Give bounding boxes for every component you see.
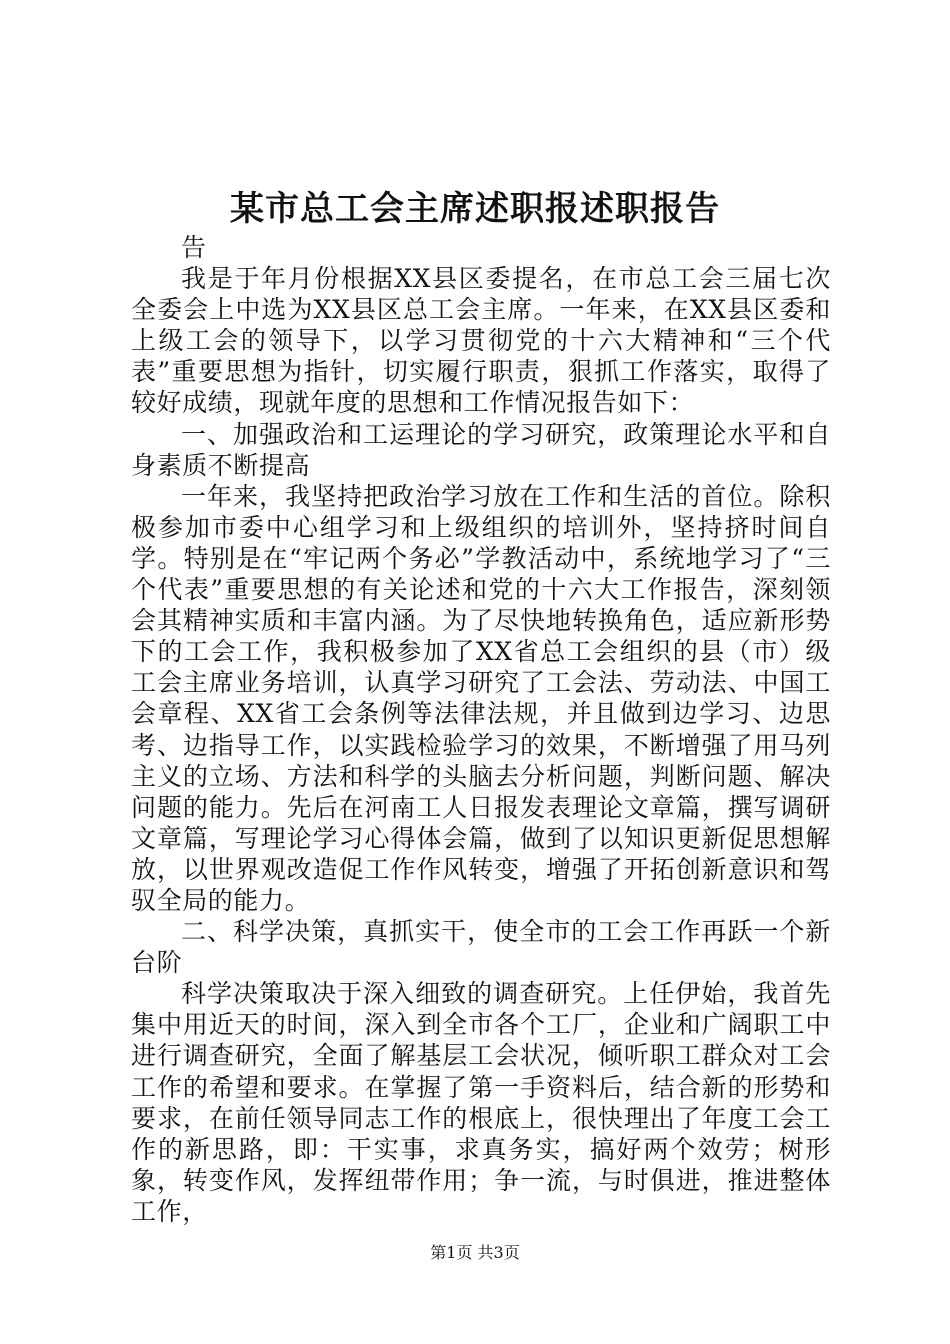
page-number: 第1页 共3页: [430, 1243, 520, 1262]
paragraph-section-2: 科学决策取决于深入细致的调查研究。上任伊始，我首先集中用近天的时间，深入到全市各个工厂，企业和广阔职工中进行调查研究，全面了解基层工会状况，倾听职工群众对工会工作的希望和要求。在掌握了第一手资料后，结合新的形势和要求，在前任领导同志工作的根底上，很快理出了年度工会工作的新思路，即：干实事，求真务实，搞好两个效劳；树形象，转变作风，发挥纽带作用；争一流，与时俱进，推进整体工作，: [131, 979, 831, 1226]
document-body: [131, 232, 831, 1227]
paragraph-intro: 我是于年月份根据XX县区委提名，在市总工会三届七次全委会上中选为XX县区总工会主席。一年来，在XX县区委和上级工会的领导下，以学习贯彻党的十六大精神和“三个代表”重要思想为指针，切实履行职责，狠抓工作落实，取得了较好成绩，现就年度的思想和工作情况报告如下：: [131, 264, 831, 418]
document-title: 某市总工会主席述职报述职报告: [230, 189, 720, 229]
paragraph-section-1: 一年来，我坚持把政治学习放在工作和生活的首位。除积极参加市委中心组学习和上级组织的培训外，坚持挤时间自学。特别是在“牢记两个务必”学教活动中，系统地学习了“三个代表”重要思想的有关论述和党的十六大工作报告，深刻领会其精神实质和丰富内涵。为了尽快地转换角色，适应新形势下的工会工作，我积极参加了XX省总工会组织的县（市）级工会主席业务培训，认真学习研究了工会法、劳动法、中国工会章程、XX省工会条例等法律法规，并且做到边学习、边思考、边指导工作，以实践检验学习的效果，不断增强了用马列主义的立场、方法和科学的头脑去分析问题，判断问题、解决问题的能力。先后在河南工人日报发表理论文章篇，撰写调研文章篇，写理论学习心得体会篇，做到了以知识更新促思想解放，以世界观改造促工作作风转变，增强了开拓创新意识和驾驭全局的能力。: [131, 481, 831, 915]
paragraph-continuation: 告: [181, 233, 207, 262]
page-footer: [0, 1241, 950, 1265]
section-heading-2: 二、科学决策，真抓实干，使全市的工会工作再跃一个新台阶: [131, 917, 831, 978]
section-heading-1: 一、加强政治和工运理论的学习研究，政策理论水平和自身素质不断提高: [131, 419, 831, 480]
